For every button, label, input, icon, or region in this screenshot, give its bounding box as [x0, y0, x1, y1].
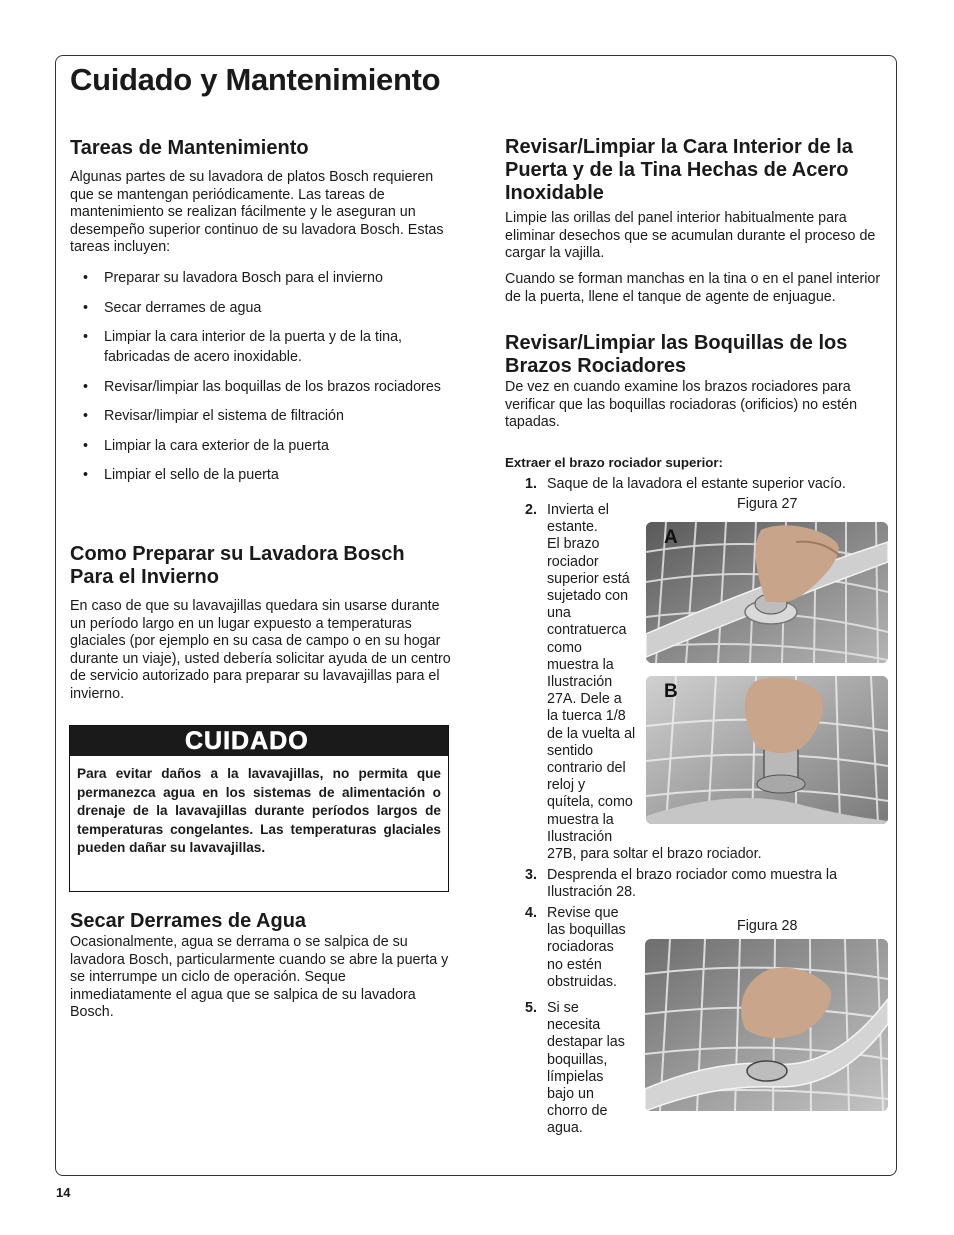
figure-27a-label: A [664, 527, 678, 548]
rack-photo-28-icon [645, 939, 888, 1111]
list-item: • Revisar/limpiar el sistema de filtración [70, 406, 450, 426]
step-number: 4. [525, 905, 537, 921]
page-number: 14 [56, 1185, 71, 1200]
figure-27a-photo [646, 522, 888, 663]
list-item: • Limpiar la cara interior de la puerta y de la tina, fabricadas de acero inoxidable. [70, 327, 450, 367]
list-item: • Revisar/limpiar las boquillas de los brazos rociadores [70, 377, 450, 397]
figure-27b-label: B [664, 681, 678, 702]
caution-header [70, 726, 448, 756]
winter-heading: Como Preparar su Lavadora Bosch Para el Invierno [70, 543, 405, 588]
caution-box [69, 725, 449, 892]
step-text: Si se necesita destapar las boquillas, límpielas bajo un chorro de agua. [547, 1000, 625, 1137]
step-number: 1. [525, 476, 537, 492]
page-title: Cuidado y Mantenimiento [70, 62, 441, 97]
rack-photo-a-icon [646, 522, 888, 663]
figure-28-caption: Figura 28 [737, 918, 798, 934]
figure-27b-photo [646, 676, 888, 824]
step-number: 3. [525, 867, 537, 883]
nozzles-body: De vez en cuando examine los brazos rociadores para verificar que las boquillas rociadoras (orificios) no estén tapadas. [505, 379, 858, 430]
step-text: Desprenda el brazo rociador como muestra la Ilustración 28. [547, 867, 838, 901]
figure-27-caption: Figura 27 [737, 496, 798, 512]
step-text: Revise que las boquillas rociadoras no estén obstruidas. [547, 905, 626, 990]
spills-body: Ocasionalmente, agua se derrama o se salpica de su lavadora Bosch, particularmente cuando se abre la puerta y se interrumpe un ciclo de operación. Seque inmediatamente el agua que se salpica de su lavadora Bosch. [70, 934, 449, 1020]
caution-label: CUIDADO [185, 726, 309, 755]
nozzles-heading: Revisar/Limpiar las Boquillas de los Brazos Rociadores [505, 332, 848, 377]
stainless-p2: Cuando se forman manchas en la tina o en el panel interior de la puerta, llene el tanque de agente de enjuague. [505, 271, 881, 305]
list-item: • Secar derrames de agua [70, 298, 450, 318]
winter-body: En caso de que su lavavajillas quedara sin usarse durante un período largo en un lugar expuesto a temperaturas glaciales (por ejemplo en su casa de campo o en su hogar durante un viaje), usted debería solicitar ayuda de un centro de servicio autorizado para preparar su lavavajillas para el invierno. [70, 598, 451, 702]
maintenance-heading: Tareas de Mantenimiento [70, 137, 309, 159]
caution-text: Para evitar daños a la lavavajillas, no permita que permanezca agua en los sistemas de alimentación o drenaje de la lavavajillas durante períodos largos de temperaturas congelantes. Las temperaturas glaciales pueden dañar su lavavajillas. [77, 766, 441, 856]
stainless-heading: Revisar/Limpiar la Cara Interior de la Puerta y de la Tina Hechas de Acero Inoxidable [505, 136, 853, 204]
spills-heading: Secar Derrames de Agua [70, 910, 307, 932]
stainless-p1: Limpie las orillas del panel interior habitualmente para eliminar desechos que se acumulan durante el proceso de cargar la vajilla. [505, 210, 876, 261]
maintenance-task-list [70, 268, 450, 495]
step-text: Invierta el estante. El brazo rociador superior está sujetado con una contratuerca como muestra la Ilustración 27A. Dele a la tuerca 1/8 de la vuelta al sentido contrario del reloj y quítela, como muestra la Ilustración 27B, para soltar el brazo rociador. [547, 502, 762, 863]
maintenance-intro: Algunas partes de su lavadora de platos Bosch requieren que se mantengan periódicamente. Las tareas de mantenimiento se realizan fácilmente y le aseguran un desempeño superior continuo de su lavadora Bosch. Estas tareas incluyen: [70, 169, 444, 255]
step-number: 5. [525, 1000, 537, 1016]
step-text: Saque de la lavadora el estante superior vacío. [547, 476, 846, 492]
rack-photo-b-icon [646, 676, 888, 824]
list-item: • Limpiar la cara exterior de la puerta [70, 436, 450, 456]
step-number: 2. [525, 502, 537, 518]
list-item: • Limpiar el sello de la puerta [70, 465, 450, 485]
procedure-subheading: Extraer el brazo rociador superior: [505, 455, 723, 470]
figure-28-photo [645, 939, 888, 1111]
list-item: • Preparar su lavadora Bosch para el invierno [70, 268, 450, 288]
